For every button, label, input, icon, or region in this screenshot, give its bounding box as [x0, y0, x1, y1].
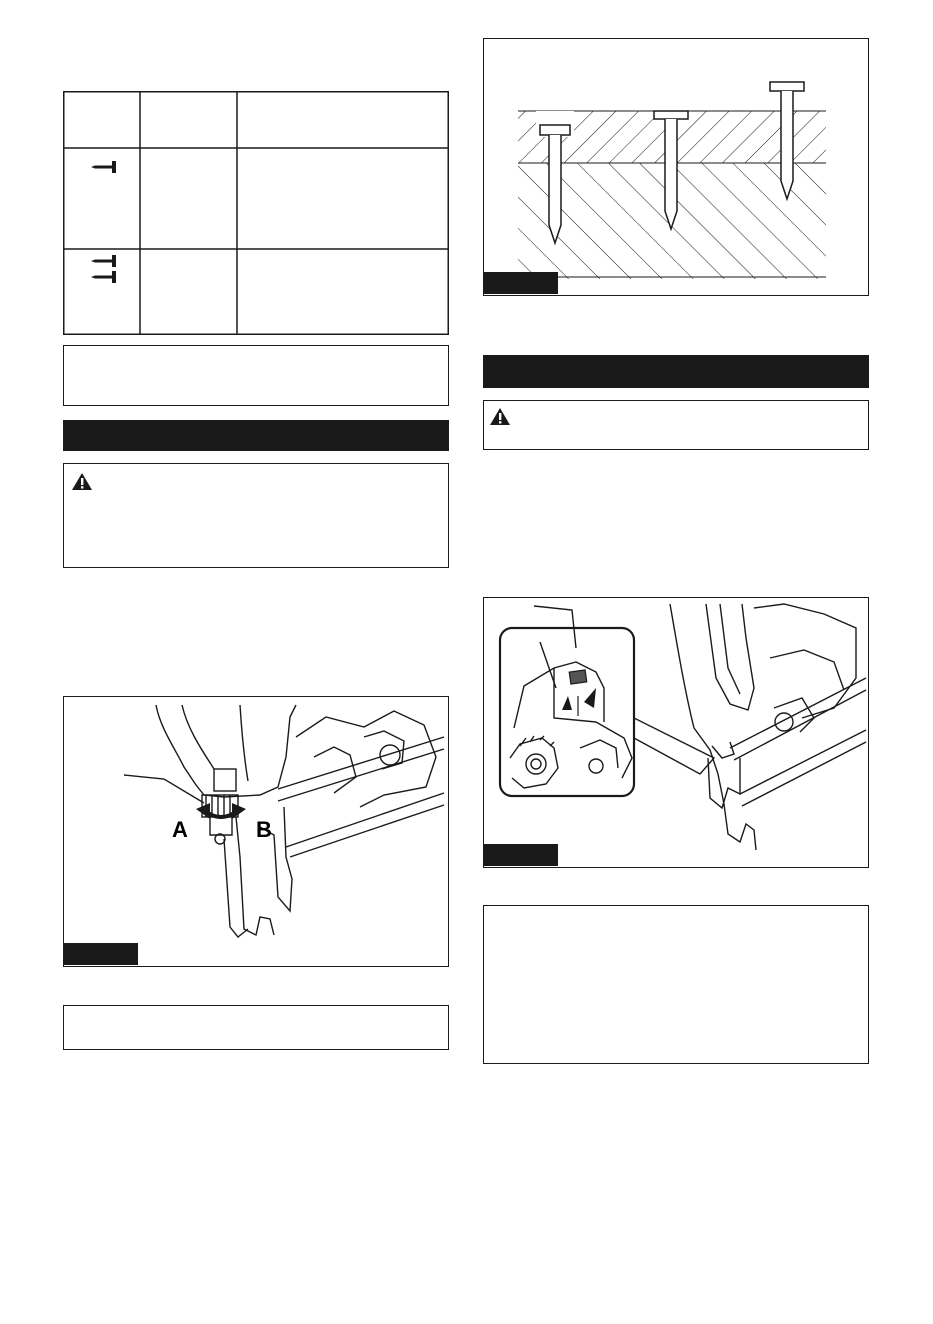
figure-tag	[484, 272, 558, 294]
figure-indicator-lamp	[483, 597, 869, 868]
nail-depth-illustration	[484, 39, 867, 294]
warning-box-right	[483, 400, 869, 450]
figure-tag	[64, 943, 138, 965]
mode-table	[63, 91, 449, 335]
note-box-bottom	[63, 1005, 449, 1050]
single-nail-icon	[91, 161, 119, 173]
direction-label-a: A	[172, 817, 188, 842]
note-box-right	[483, 905, 869, 1064]
note-box	[63, 345, 449, 406]
double-nail-icon	[91, 255, 119, 285]
section-heading-bar	[63, 420, 449, 451]
warning-box	[63, 463, 449, 568]
figure-nail-depth	[483, 38, 869, 296]
figure-adjuster-dial	[63, 696, 449, 967]
direction-label-b: B	[256, 817, 272, 842]
mode-table-grid	[63, 91, 449, 335]
warning-triangle-icon	[71, 472, 93, 491]
warning-triangle-icon	[489, 407, 511, 426]
figure-tag	[484, 844, 558, 866]
section-heading-bar-right	[483, 355, 869, 388]
indicator-lamp-illustration	[484, 598, 867, 866]
